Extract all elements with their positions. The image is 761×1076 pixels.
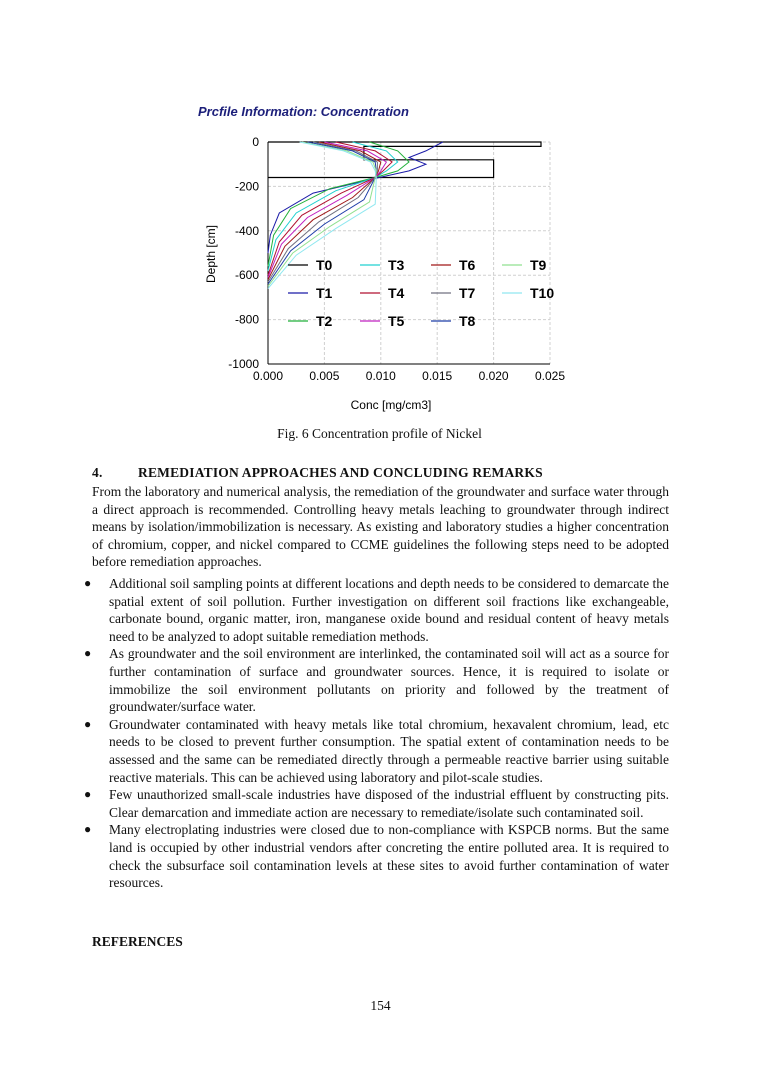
page-number: 154 xyxy=(370,998,391,1013)
y-tick-label: -200 xyxy=(234,179,259,194)
list-item-text: Few unauthorized small-scale industries have disposed of the industrial effluent by constructing pits. Clear demarcation and immediate action are necessary to remediate/isolate such contaminated soil. xyxy=(109,787,669,820)
y-tick-label: -400 xyxy=(234,223,259,238)
legend-label: T8 xyxy=(459,313,476,329)
figure-caption-text: Fig. 6 Concentration profile of Nickel xyxy=(277,426,482,441)
list-item xyxy=(80,645,669,715)
legend-label: T6 xyxy=(459,257,476,273)
list-item-text: Additional soil sampling points at different locations and depth needs to be considered to demarcate the spatial extent of soil pollution. Further investigation on different soil fractions like exchangeable, carbonate bound, organic matter, iron, manganese oxide bound and residual content of heavy metals need to be analyzed to adopt suitable remediation methods. xyxy=(109,576,669,644)
section-number: 4. xyxy=(92,465,103,480)
legend-label: T10 xyxy=(530,285,555,301)
legend-label: T5 xyxy=(388,313,405,329)
series-line-t1 xyxy=(268,142,443,253)
section-heading xyxy=(92,465,543,481)
legend-label: T4 xyxy=(388,285,405,301)
x-tick-label: 0.020 xyxy=(478,369,509,383)
concentration-profile-chart xyxy=(195,128,575,423)
x-tick-label: 0.015 xyxy=(422,369,453,383)
bullet-icon: ● xyxy=(84,716,92,731)
list-item xyxy=(80,716,669,786)
series-line-t3 xyxy=(268,142,398,271)
figure-header: Prcfile Information: Concentration xyxy=(198,104,409,119)
section-intro-paragraph: From the laboratory and numerical analysis, the remediation of the groundwater and surface water through a direct approach is recommended. Controlling heavy metals leaching to groundwater through indirect means by isolation/immobilization is necessary. As existing and laboratory studies a higher concentration of chromium, copper, and nickel compared to CCME guidelines the following steps need to be adopted before remediation approaches. xyxy=(92,484,669,569)
section-title: REMEDIATION APPROACHES AND CONCLUDING REMARKS xyxy=(138,465,543,480)
y-tick-label: -800 xyxy=(234,312,259,327)
list-item xyxy=(80,575,669,645)
recommendation-list xyxy=(80,575,669,892)
list-item xyxy=(80,821,669,891)
list-item-text: Many electroplating industries were closed due to non-compliance with KSPCB norms. But the same land is occupied by other industrial vendors after concreting the entire polluted area. It is required to check the subsurface soil contamination levels at these sites to avoid further contamination of water resources. xyxy=(109,822,669,891)
legend-label: T7 xyxy=(459,285,476,301)
x-tick-label: 0.010 xyxy=(365,369,396,383)
legend-label: T3 xyxy=(388,257,405,273)
x-tick-label: 0.005 xyxy=(309,369,340,383)
y-tick-label: -1000 xyxy=(228,357,259,371)
legend-label: T2 xyxy=(316,313,333,329)
y-tick-label: 0 xyxy=(252,135,259,149)
list-item xyxy=(80,786,669,821)
bullet-icon: ● xyxy=(84,822,92,837)
list-item-text: Groundwater contaminated with heavy metals like total chromium, hexavalent chromium, lead, etc needs to be closed to prevent further consumption. The spatial extent of contamination needs to be assessed and the same can be remediated directly through a permeable reactive barrier using suitable reactive materials. This can be achieved using laboratory and pilot-scale studies. xyxy=(109,716,669,785)
references-heading: REFERENCES xyxy=(92,934,183,949)
list-item-text: As groundwater and the soil environment are interlinked, the contaminated soil will act as a source for further contamination of surface and groundwater sources. Hence, it is required to isolate or immobilize the soil environment pollutants on priority and followed by the treatment of groundwater/surface water. xyxy=(109,646,669,715)
bullet-icon: ● xyxy=(84,787,92,802)
bullet-icon: ● xyxy=(84,646,92,661)
x-tick-label: 0.000 xyxy=(252,369,284,383)
y-tick-label: -600 xyxy=(234,268,259,283)
x-tick-label: 0.025 xyxy=(534,369,566,383)
legend-label: T9 xyxy=(530,257,547,273)
bullet-icon: ● xyxy=(84,576,92,590)
x-axis-label: Conc [mg/cm3] xyxy=(350,398,432,412)
legend-label: T0 xyxy=(316,257,333,273)
y-axis-label: Depth [cm] xyxy=(204,224,218,284)
legend-label: T1 xyxy=(316,285,333,301)
figure-caption xyxy=(0,426,761,442)
